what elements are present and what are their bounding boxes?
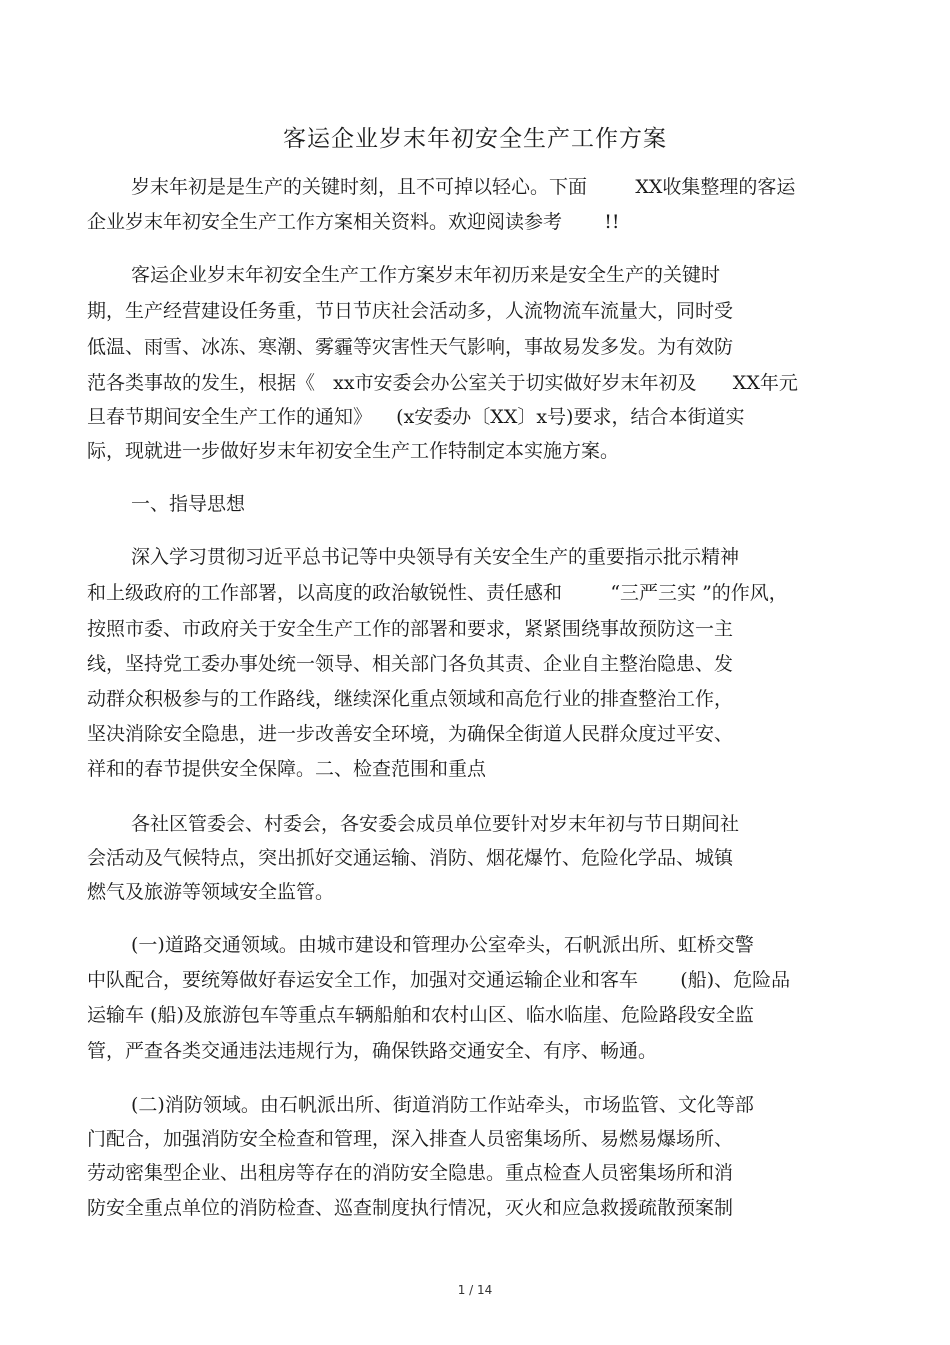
body-line: 范各类事故的发生，根据《 xx市安委会办公室关于切实做好岁末年初及 XX年元 [87,372,798,394]
body-line: 按照市委、市政府关于安全生产工作的部署和要求，紧紧围绕事故预防这一主 [87,618,734,640]
body-line: 燃气及旅游等领域安全监管。 [87,881,335,903]
body-line: 门配合，加强消防安全检查和管理，深入排查人员密集场所、易燃易爆场所、 [87,1128,734,1150]
body-line: (一)道路交通领域。由城市建设和管理办公室牵头，石帆派出所、虹桥交警 [131,934,754,956]
body-line: 动群众积极参与的工作路线，继续深化重点领域和高危行业的排查整治工作， [87,688,734,710]
body-line: 管，严查各类交通违法违规行为，确保铁路交通安全、有序、畅通。 [87,1040,658,1062]
body-line: 各社区管委会、村委会，各安委会成员单位要针对岁末年初与节日期间社 [131,813,740,835]
document-title: 客运企业岁末年初安全生产工作方案 [283,126,667,152]
body-line: 中队配合，要统筹做好春运安全工作，加强对交通运输企业和客车 (船)、危险品 [87,969,791,991]
body-line: 和上级政府的工作部署，以高度的政治敏锐性、责任感和 “三严三实 ”的作风， [87,582,788,604]
body-line: 岁末年初是是生产的关键时刻，且不可掉以轻心。下面 XX收集整理的客运 [131,176,796,198]
body-line: 客运企业岁末年初安全生产工作方案岁末年初历来是安全生产的关键时 [131,264,721,286]
body-line: 线，坚持党工委办事处统一领导、相关部门各负其责、企业自主整治隐患、发 [87,653,734,675]
body-line: 期，生产经营建设任务重，节日节庆社会活动多，人流物流车流量大，同时受 [87,300,734,322]
body-line: 防安全重点单位的消防检查、巡查制度执行情况，灭火和应急救援疏散预案制 [87,1197,734,1219]
body-line: 旦春节期间安全生产工作的通知》 (x安委办〔XX〕x号)要求，结合本街道实 [87,406,745,428]
body-line: 祥和的春节提供安全保障。二、检查范围和重点 [87,758,487,780]
body-line: 深入学习贯彻习近平总书记等中央领导有关安全生产的重要指示批示精神 [131,546,740,568]
body-line: 低温、雨雪、冰冻、寒潮、雾霾等灾害性天气影响，事故易发多发。为有效防 [87,336,734,358]
body-line: 会活动及气候特点，突出抓好交通运输、消防、烟花爆竹、危险化学品、城镇 [87,847,734,869]
section-heading: 一、指导思想 [131,493,246,515]
page-indicator: 1 / 14 [457,1283,493,1297]
body-line: 际，现就进一步做好岁末年初安全生产工作特制定本实施方案。 [87,440,620,462]
body-line: 劳动密集型企业、出租房等存在的消防安全隐患。重点检查人员密集场所和消 [87,1162,734,1184]
body-line: 坚决消除安全隐患，进一步改善安全环境，为确保全街道人民群众度过平安、 [87,723,734,745]
body-line: (二)消防领域。由石帆派出所、街道消防工作站牵头，市场监管、文化等部 [131,1094,754,1116]
body-line: 企业岁末年初安全生产工作方案相关资料。欢迎阅读参考 !! [87,211,620,233]
body-line: 运输车 (船)及旅游包车等重点车辆船舶和农村山区、临水临崖、危险路段安全监 [87,1004,754,1026]
